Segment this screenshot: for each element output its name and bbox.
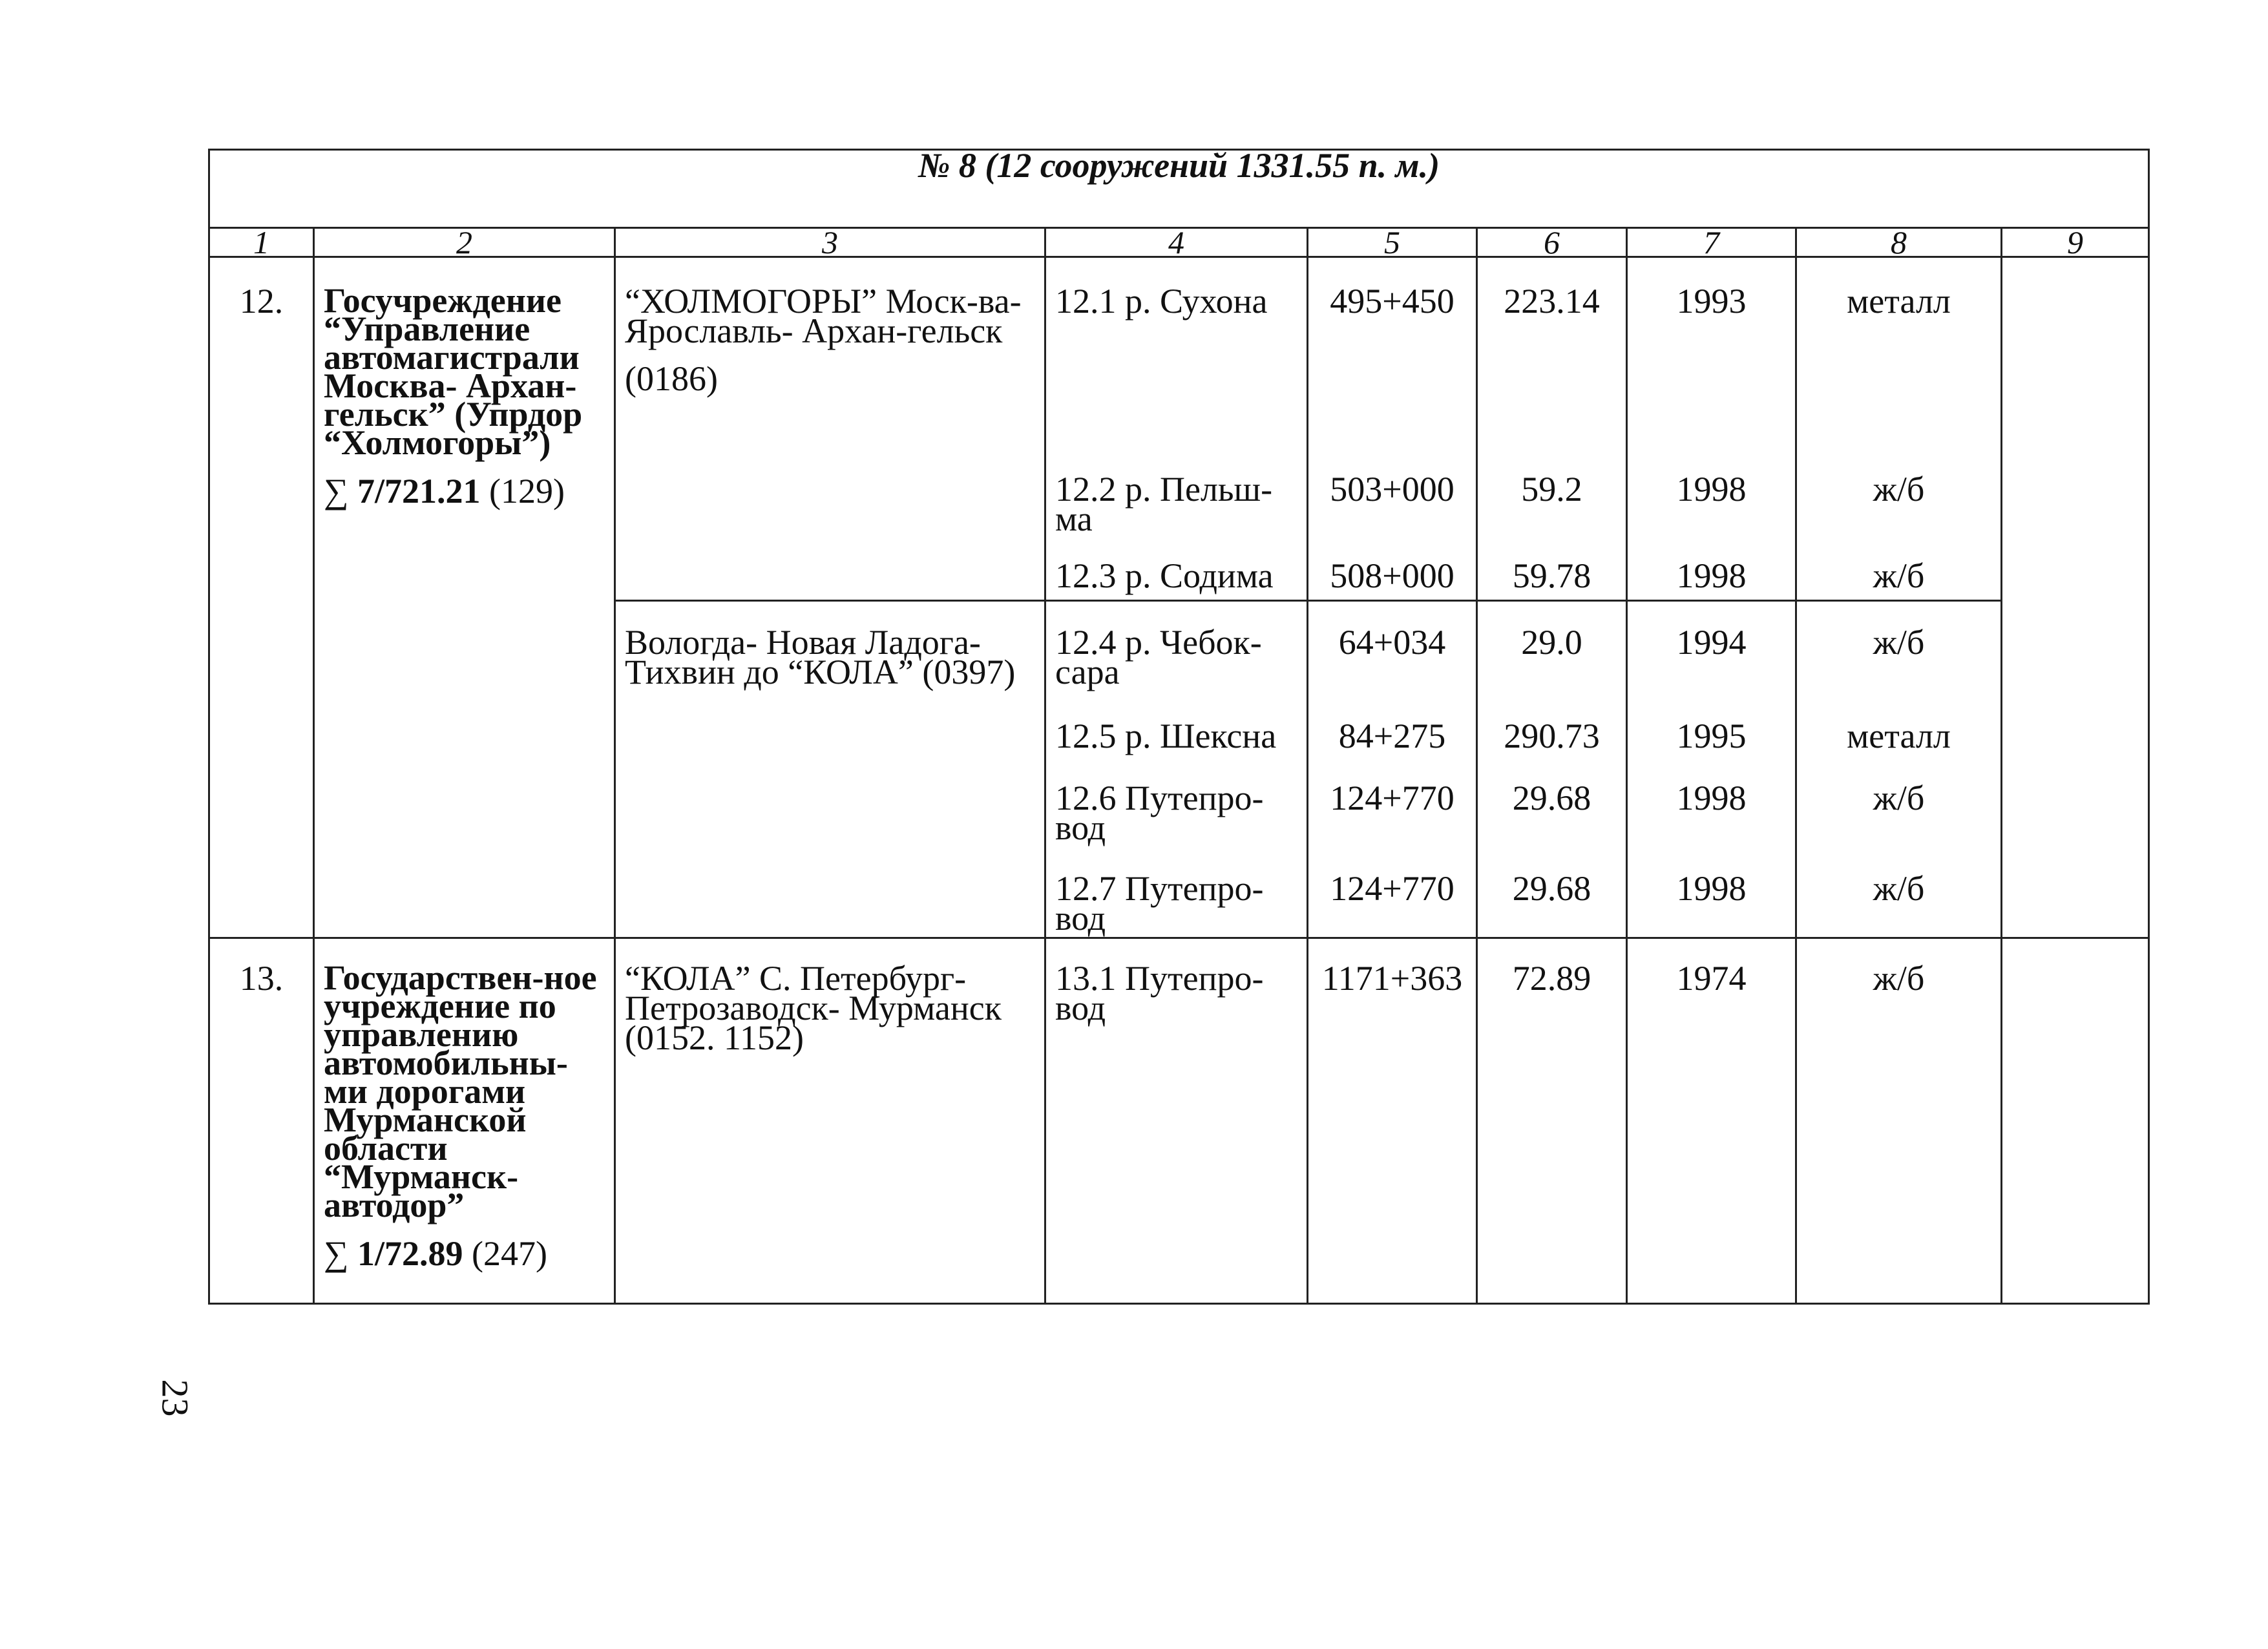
material-value: ж/б	[1796, 601, 2002, 721]
year-value: 1998	[1627, 470, 1796, 561]
object-name: 12.7 Путепро-вод	[1045, 874, 1308, 938]
length-value: 72.89	[1477, 938, 1627, 1304]
empty-cell	[2002, 938, 2149, 1304]
km-value: 64+034	[1308, 601, 1477, 721]
row-number: 13.	[209, 938, 314, 1304]
col-number: 3	[615, 228, 1045, 257]
col-number: 7	[1627, 228, 1796, 257]
year-value: 1998	[1627, 874, 1796, 938]
organization-summary	[324, 1234, 605, 1273]
document-sheet	[208, 146, 2147, 1305]
organization-summary	[324, 472, 605, 510]
col-number: 5	[1308, 228, 1477, 257]
material-value: ж/б	[1796, 874, 2002, 938]
km-value: 124+770	[1308, 783, 1477, 874]
road-code: (0186)	[625, 359, 718, 398]
empty-cell	[2002, 257, 2149, 938]
road-cell	[615, 257, 1045, 601]
object-name: 12.2 р. Пельш-ма	[1045, 470, 1308, 561]
length-value: 59.2	[1477, 470, 1627, 561]
col-number: 8	[1796, 228, 2002, 257]
material-value: ж/б	[1796, 470, 2002, 561]
year-value: 1993	[1627, 257, 1796, 470]
km-value: 84+275	[1308, 721, 1477, 783]
structures-table	[208, 146, 2150, 1305]
object-name: 12.6 Путепро-вод	[1045, 783, 1308, 874]
column-number-row	[209, 228, 2149, 257]
summary-code: (129)	[480, 472, 565, 510]
road-name: Вологда- Новая Ладога-Тихвин до “КОЛА” (0397)	[615, 601, 1045, 938]
length-value: 59.78	[1477, 561, 1627, 601]
object-name: 12.3 р. Содима	[1045, 561, 1308, 601]
year-value: 1998	[1627, 783, 1796, 874]
material-value: металл	[1796, 721, 2002, 783]
page-number: 23	[154, 1379, 196, 1417]
col-number: 2	[314, 228, 615, 257]
organization-name: Государствен-ное учреждение по управлению автомобильны-ми дорогами Мурманской области “Мурманск-автодор”	[324, 958, 597, 1224]
organization-cell	[314, 257, 615, 938]
col-number: 1	[209, 228, 314, 257]
row-number: 12.	[209, 257, 314, 938]
length-value: 29.68	[1477, 874, 1627, 938]
road-name: “КОЛА” С. Петербург-Петрозаводск- Мурманск (0152. 1152)	[615, 938, 1045, 1304]
summary-total: 7/721.21	[357, 472, 481, 510]
object-name: 12.5 р. Шексна	[1045, 721, 1308, 783]
km-value: 1171+363	[1308, 938, 1477, 1304]
km-value: 503+000	[1308, 470, 1477, 561]
year-value: 1994	[1627, 601, 1796, 721]
material-value: ж/б	[1796, 561, 2002, 601]
year-value: 1995	[1627, 721, 1796, 783]
material-value: металл	[1796, 257, 2002, 470]
sigma-symbol: ∑	[324, 1234, 349, 1273]
summary-code: (247)	[463, 1234, 547, 1273]
organization-name: Госучреждение “Управление автомагистрали Москва- Архан-гельск” (Упрдор “Холмогоры”)	[324, 281, 583, 462]
table-row	[209, 257, 2149, 470]
length-value: 29.0	[1477, 601, 1627, 721]
material-value: ж/б	[1796, 938, 2002, 1304]
length-value: 223.14	[1477, 257, 1627, 470]
year-value: 1998	[1627, 561, 1796, 601]
col-number: 4	[1045, 228, 1308, 257]
object-name: 13.1 Путепро-вод	[1045, 938, 1308, 1304]
km-value: 495+450	[1308, 257, 1477, 470]
col-number: 9	[2002, 228, 2149, 257]
year-value: 1974	[1627, 938, 1796, 1304]
table-caption: № 8 (12 сооружений 1331.55 п. м.)	[209, 150, 2149, 228]
length-value: 29.68	[1477, 783, 1627, 874]
organization-cell	[314, 938, 615, 1304]
km-value: 508+000	[1308, 561, 1477, 601]
km-value: 124+770	[1308, 874, 1477, 938]
summary-total: 1/72.89	[357, 1234, 463, 1273]
sigma-symbol: ∑	[324, 472, 349, 510]
table-row	[209, 938, 2149, 1304]
object-name: 12.4 р. Чебок-сара	[1045, 601, 1308, 721]
col-number: 6	[1477, 228, 1627, 257]
length-value: 290.73	[1477, 721, 1627, 783]
material-value: ж/б	[1796, 783, 2002, 874]
object-name: 12.1 р. Сухона	[1045, 257, 1308, 470]
road-name: “ХОЛМОГОРЫ” Моск-ва- Ярославль- Архан-гельск	[625, 282, 1022, 350]
